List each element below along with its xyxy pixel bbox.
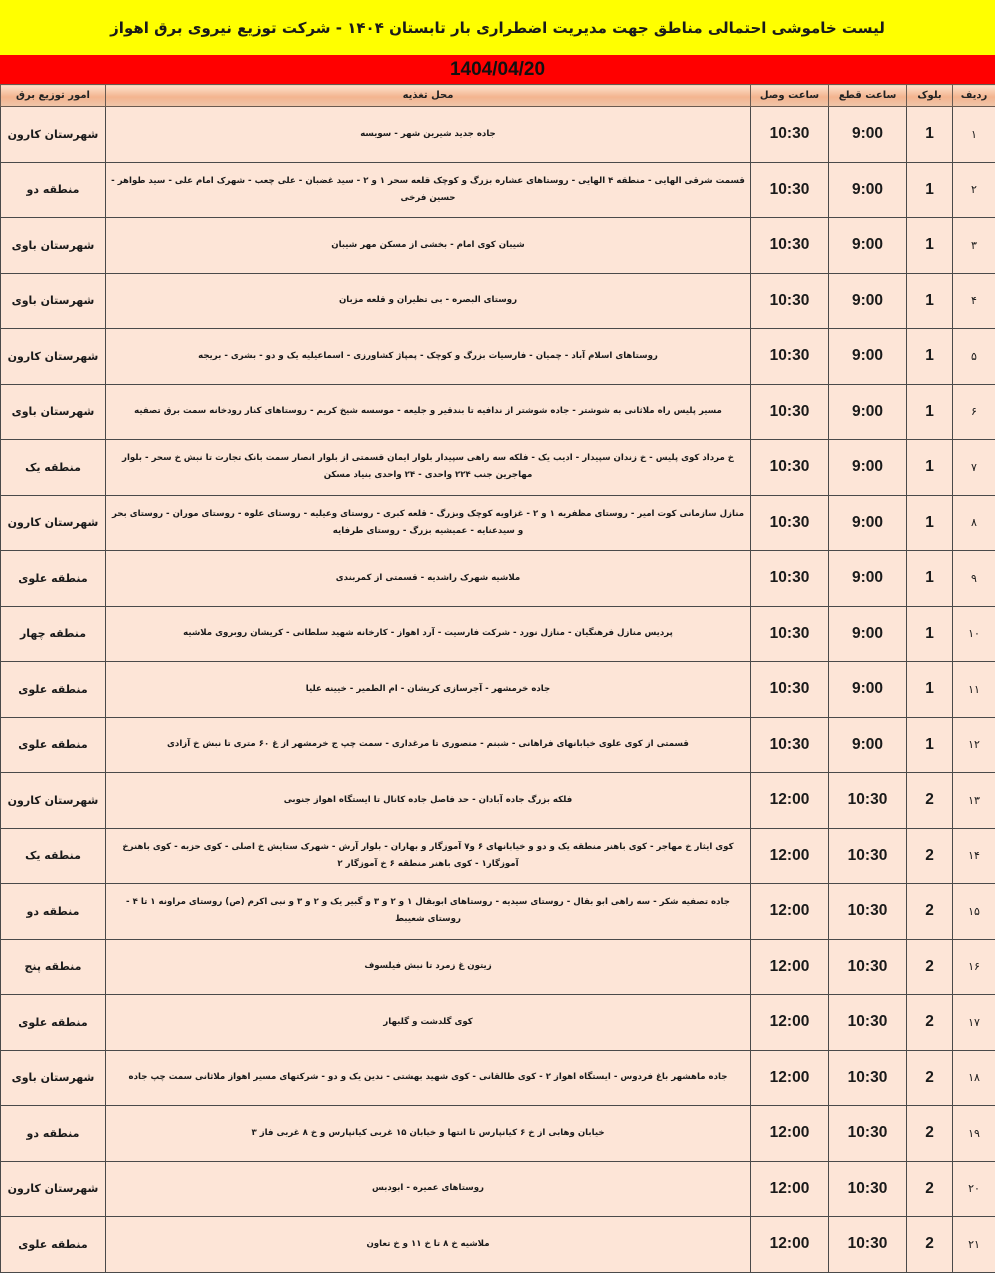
table-row [1,384,995,440]
row-area: شهرستان باوی [1,273,106,329]
row-location: ملاشیه خ ۸ تا خ ۱۱ و خ تعاون [106,1217,751,1273]
row-location: قسمتی از کوی علوی خیابانهای فراهانی - شبنم - منصوری تا مرغداری - سمت چپ ج خرمشهر از غ ۶۰ متری تا نبش خ آزادی [106,717,751,773]
row-connect-time: 10:30 [751,273,829,329]
row-index: ۱۱ [953,662,995,718]
row-connect-time: 12:00 [751,1106,829,1162]
table-row [1,773,995,829]
row-location: ملاشیه شهرک راشدیه - قسمتی از کمربندی [106,551,751,607]
row-cut-time: 10:30 [829,828,907,884]
table-row [1,107,995,163]
row-cut-time: 9:00 [829,551,907,607]
row-connect-time: 10:30 [751,329,829,385]
row-cut-time: 10:30 [829,939,907,995]
row-cut-time: 9:00 [829,329,907,385]
row-block: 1 [907,107,953,163]
row-location: زیتون غ زمرد تا نبش فیلسوف [106,939,751,995]
column-header-area: امور توزیع برق [1,85,106,107]
row-connect-time: 10:30 [751,162,829,218]
table-header-row [1,85,995,107]
row-cut-time: 10:30 [829,773,907,829]
row-area: منطقه علوی [1,717,106,773]
row-index: ۴ [953,273,995,329]
row-index: ۱۹ [953,1106,995,1162]
table-row [1,162,995,218]
row-area: منطقه یک [1,828,106,884]
table-row [1,939,995,995]
row-area: منطقه پنج [1,939,106,995]
row-block: 1 [907,440,953,496]
row-connect-time: 12:00 [751,939,829,995]
row-block: 2 [907,995,953,1051]
page-title: لیست خاموشی احتمالی مناطق جهت مدیریت اضطراری بار تابستان ۱۴۰۴ - شرکت توزیع نیروی برق اهواز [110,18,885,37]
row-index: ۱۷ [953,995,995,1051]
row-connect-time: 12:00 [751,773,829,829]
row-area: شهرستان کارون [1,329,106,385]
table-row [1,1161,995,1217]
row-block: 2 [907,884,953,940]
table-row [1,1217,995,1273]
title-band [0,0,995,55]
row-index: ۱۲ [953,717,995,773]
row-location: فلکه بزرگ جاده آبادان - حد فاصل جاده کانال تا ایستگاه اهواز جنوبی [106,773,751,829]
row-connect-time: 12:00 [751,995,829,1051]
table-row [1,995,995,1051]
table-row [1,218,995,274]
row-block: 1 [907,551,953,607]
row-cut-time: 10:30 [829,1217,907,1273]
table-row [1,329,995,385]
row-block: 1 [907,273,953,329]
row-cut-time: 9:00 [829,440,907,496]
row-connect-time: 10:30 [751,551,829,607]
row-index: ۱۰ [953,606,995,662]
row-location: کوی ایثار خ مهاجر - کوی باهنر منطقه یک و دو و خیابانهای ۶ و۷ آموزگار و بهاران - بلوار آرش - شهرک ستایش خ اصلی - کوی حزبه - کوی باهنرخ آموزگار۱ - کوی باهنر منطقه ۶ خ آموزگار ۲ [106,828,751,884]
row-cut-time: 10:30 [829,884,907,940]
row-location: منازل سازمانی کوت امیر - روستای مظفریه ۱ و ۲ - غزاویه کوچک وبزرگ - قلعه کبری - روستای وعیلیه - روستای علوه - روستای موران - روستای بحر و سیدعنایه - عمیشیه بزرگ - روستای طرفایه [106,495,751,551]
row-cut-time: 9:00 [829,273,907,329]
row-connect-time: 12:00 [751,1050,829,1106]
row-cut-time: 9:00 [829,384,907,440]
row-cut-time: 10:30 [829,1050,907,1106]
row-index: ۱۶ [953,939,995,995]
row-cut-time: 9:00 [829,606,907,662]
row-area: منطقه علوی [1,551,106,607]
row-block: 2 [907,773,953,829]
row-block: 1 [907,218,953,274]
row-location: جاده خرمشهر - آجرسازی کریشان - ام الطمیر - خیینه علیا [106,662,751,718]
row-block: 2 [907,1217,953,1273]
row-index: ۸ [953,495,995,551]
row-location: خ مرداد کوی پلیس - خ زندان سپیدار - ادیب یک - فلکه سه راهی سپیدار بلوار ایمان قسمتی از بلوار انصار سمت بانک تجارت تا نبش خ سحر - بلوار مهاجرین جنب ۲۲۴ واحدی - ۲۴ واحدی بنیاد مسکن [106,440,751,496]
row-cut-time: 9:00 [829,107,907,163]
column-header-cut-time: ساعت قطع [829,85,907,107]
row-area: شهرستان کارون [1,495,106,551]
table-row [1,1106,995,1162]
row-area: منطقه یک [1,440,106,496]
row-connect-time: 10:30 [751,606,829,662]
row-index: ۱ [953,107,995,163]
table-row [1,273,995,329]
row-block: 2 [907,828,953,884]
row-area: شهرستان کارون [1,107,106,163]
row-cut-time: 10:30 [829,1161,907,1217]
column-header-location: محل تغذیه [106,85,751,107]
row-area: منطقه علوی [1,995,106,1051]
table-row [1,1050,995,1106]
table-row [1,828,995,884]
row-connect-time: 12:00 [751,828,829,884]
row-connect-time: 10:30 [751,384,829,440]
row-block: 1 [907,329,953,385]
row-block: 2 [907,1161,953,1217]
row-location: روستاهای عمیره - ابودبس [106,1161,751,1217]
row-area: منطقه علوی [1,662,106,718]
row-block: 1 [907,662,953,718]
row-location: روستای البصره - بی تظیران و قلعه مزبان [106,273,751,329]
row-index: ۶ [953,384,995,440]
row-area: شهرستان باوی [1,1050,106,1106]
table-row [1,884,995,940]
row-connect-time: 12:00 [751,1161,829,1217]
row-index: ۲۰ [953,1161,995,1217]
row-cut-time: 9:00 [829,495,907,551]
row-area: شهرستان باوی [1,384,106,440]
date-band [0,55,995,85]
row-cut-time: 9:00 [829,218,907,274]
row-cut-time: 9:00 [829,662,907,718]
row-connect-time: 10:30 [751,107,829,163]
row-index: ۹ [953,551,995,607]
row-index: ۱۴ [953,828,995,884]
column-header-block: بلوک [907,85,953,107]
row-block: 2 [907,1106,953,1162]
row-connect-time: 10:30 [751,440,829,496]
row-index: ۵ [953,329,995,385]
row-location: جاده ماهشهر باغ فردوس - ایستگاه اهواز ۲ - کوی طالقانی - کوی شهید بهشتی - ندین یک و دو - شرکتهای مسیر اهواز ملاثانی سمت چپ جاده [106,1050,751,1106]
table-row [1,495,995,551]
row-connect-time: 10:30 [751,717,829,773]
date-label: 1404/04/20 [449,58,546,80]
row-index: ۲۱ [953,1217,995,1273]
row-block: 2 [907,1050,953,1106]
row-area: شهرستان باوی [1,218,106,274]
row-block: 1 [907,162,953,218]
row-cut-time: 9:00 [829,162,907,218]
row-location: مسیر پلیس راه ملاثانی به شوشتر - جاده شوشتر از ندافیه تا بندقیر و جلیعه - موسسه شیخ کریم - روستاهای کنار رودخانه سمت برق تصفیه [106,384,751,440]
row-index: ۳ [953,218,995,274]
row-area: شهرستان کارون [1,1161,106,1217]
column-header-connect-time: ساعت وصل [751,85,829,107]
row-index: ۱۸ [953,1050,995,1106]
row-connect-time: 10:30 [751,662,829,718]
row-location: پردیس منازل فرهنگیان - منازل نورد - شرکت فارسیت - آرد اهواز - کارخانه شهید سلطانی - کریشان روبروی ملاشیه [106,606,751,662]
row-block: 1 [907,495,953,551]
row-location: کوی گلدشت و گلبهار [106,995,751,1051]
row-index: ۲ [953,162,995,218]
row-connect-time: 12:00 [751,884,829,940]
row-location: شیبان کوی امام - بخشی از مسکن مهر شیبان [106,218,751,274]
table-row [1,717,995,773]
row-area: منطقه چهار [1,606,106,662]
row-cut-time: 9:00 [829,717,907,773]
row-area: منطقه علوی [1,1217,106,1273]
table-row [1,606,995,662]
row-area: منطقه دو [1,1106,106,1162]
row-location: روستاهای اسلام آباد - چمیان - فارسیات بزرگ و کوچک - پمپاژ کشاورزی - اسماعیلیه یک و دو - بشری - بریجه [106,329,751,385]
row-block: 2 [907,939,953,995]
row-index: ۷ [953,440,995,496]
table-row [1,551,995,607]
row-cut-time: 10:30 [829,1106,907,1162]
row-connect-time: 12:00 [751,1217,829,1273]
table-row [1,440,995,496]
column-header-index: ردیف [953,85,995,107]
row-cut-time: 10:30 [829,995,907,1051]
row-index: ۱۵ [953,884,995,940]
outage-schedule-table [0,84,995,1273]
table-row [1,662,995,718]
row-area: منطقه دو [1,162,106,218]
row-connect-time: 10:30 [751,495,829,551]
row-index: ۱۳ [953,773,995,829]
row-connect-time: 10:30 [751,218,829,274]
row-block: 1 [907,606,953,662]
row-location: قسمت شرقی الهایی - منطقه ۴ الهایی - روستاهای عشاره بزرگ و کوچک قلعه سحر ۱ و ۲ - سید غضبان - علی چعب - شهرک امام علی - سید طواهر - حسین فرخی [106,162,751,218]
row-location: جاده تصفیه شکر - سه راهی ابو بقال - روستای سیدیه - روستاهای ابوبقال ۱ و ۲ و ۳ و گبیر یک و ۲ و ۳ و نبی اکرم (ص) روستای مراونه ۱ تا ۴ - روستای شعیبط [106,884,751,940]
row-block: 1 [907,717,953,773]
row-area: منطقه دو [1,884,106,940]
row-location: جاده جدید شیرین شهر - سویسه [106,107,751,163]
row-area: شهرستان کارون [1,773,106,829]
row-location: خیابان وهابی از خ ۶ کیانپارس تا انتها و خیابان ۱۵ غربی کیانپارس و خ ۸ غربی فاز ۳ [106,1106,751,1162]
row-block: 1 [907,384,953,440]
